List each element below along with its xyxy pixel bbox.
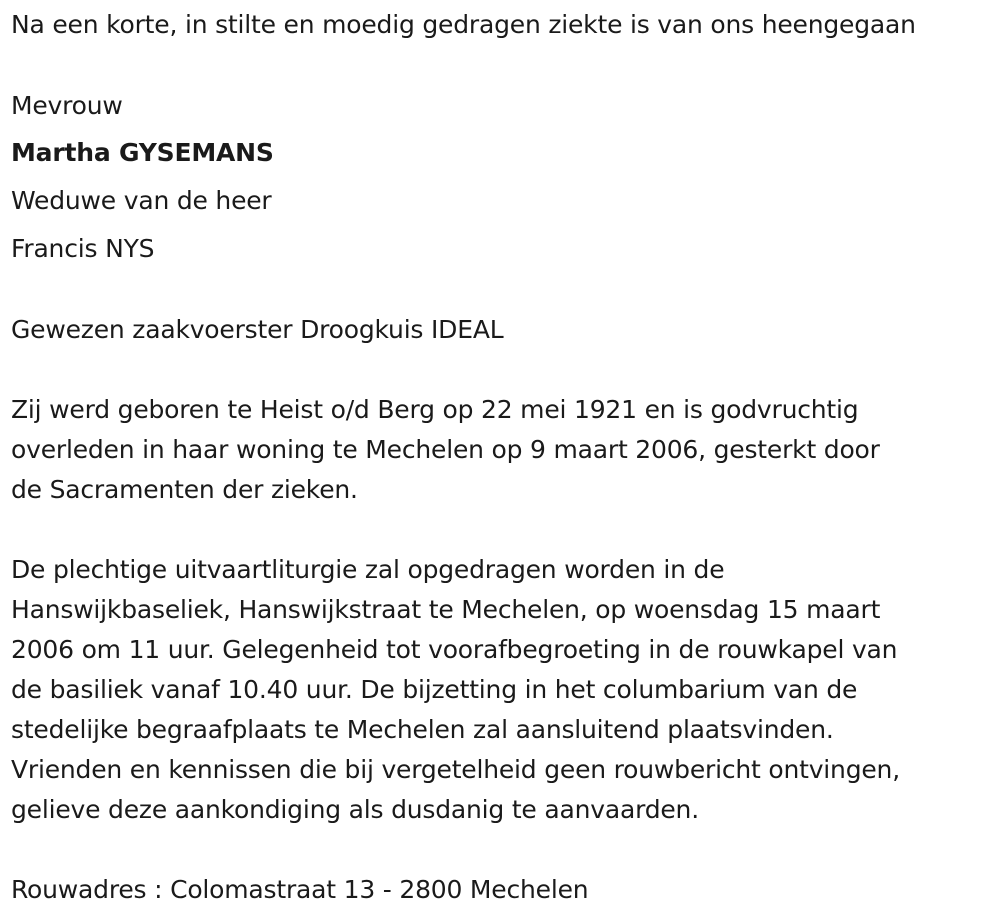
funeral-line: 2006 om 11 uur. Gelegenheid tot voorafbegroeting in de rouwkapel van <box>11 635 898 664</box>
address-line: Rouwadres : Colomastraat 13 - 2800 Mechelen <box>11 875 589 904</box>
birth-death-line: Zij werd geboren te Heist o/d Berg op 22 mei 1921 en is godvruchtig <box>11 395 859 424</box>
funeral-line: Vrienden en kennissen die bij vergetelheid geen rouwbericht ontvingen, <box>11 755 900 784</box>
birth-death-line: de Sacramenten der zieken. <box>11 475 358 504</box>
funeral-line: De plechtige uitvaartliturgie zal opgedragen worden in de <box>11 555 725 584</box>
birth-death-line: overleden in haar woning te Mechelen op 9 maart 2006, gesterkt door <box>11 435 880 464</box>
honorific: Mevrouw <box>11 91 123 120</box>
funeral-line: gelieve deze aankondiging als dusdanig te aanvaarden. <box>11 795 699 824</box>
spouse-name: Francis NYS <box>11 234 155 263</box>
relation-line: Weduwe van de heer <box>11 186 272 215</box>
opening-line: Na een korte, in stilte en moedig gedragen ziekte is van ons heengegaan <box>11 10 916 39</box>
funeral-line: Hanswijkbaseliek, Hanswijkstraat te Mechelen, op woensdag 15 maart <box>11 595 881 624</box>
funeral-line: stedelijke begraafplaats te Mechelen zal aansluitend plaatsvinden. <box>11 715 834 744</box>
deceased-name: Martha GYSEMANS <box>11 138 274 167</box>
occupation-line: Gewezen zaakvoerster Droogkuis IDEAL <box>11 315 504 344</box>
funeral-line: de basiliek vanaf 10.40 uur. De bijzetting in het columbarium van de <box>11 675 858 704</box>
